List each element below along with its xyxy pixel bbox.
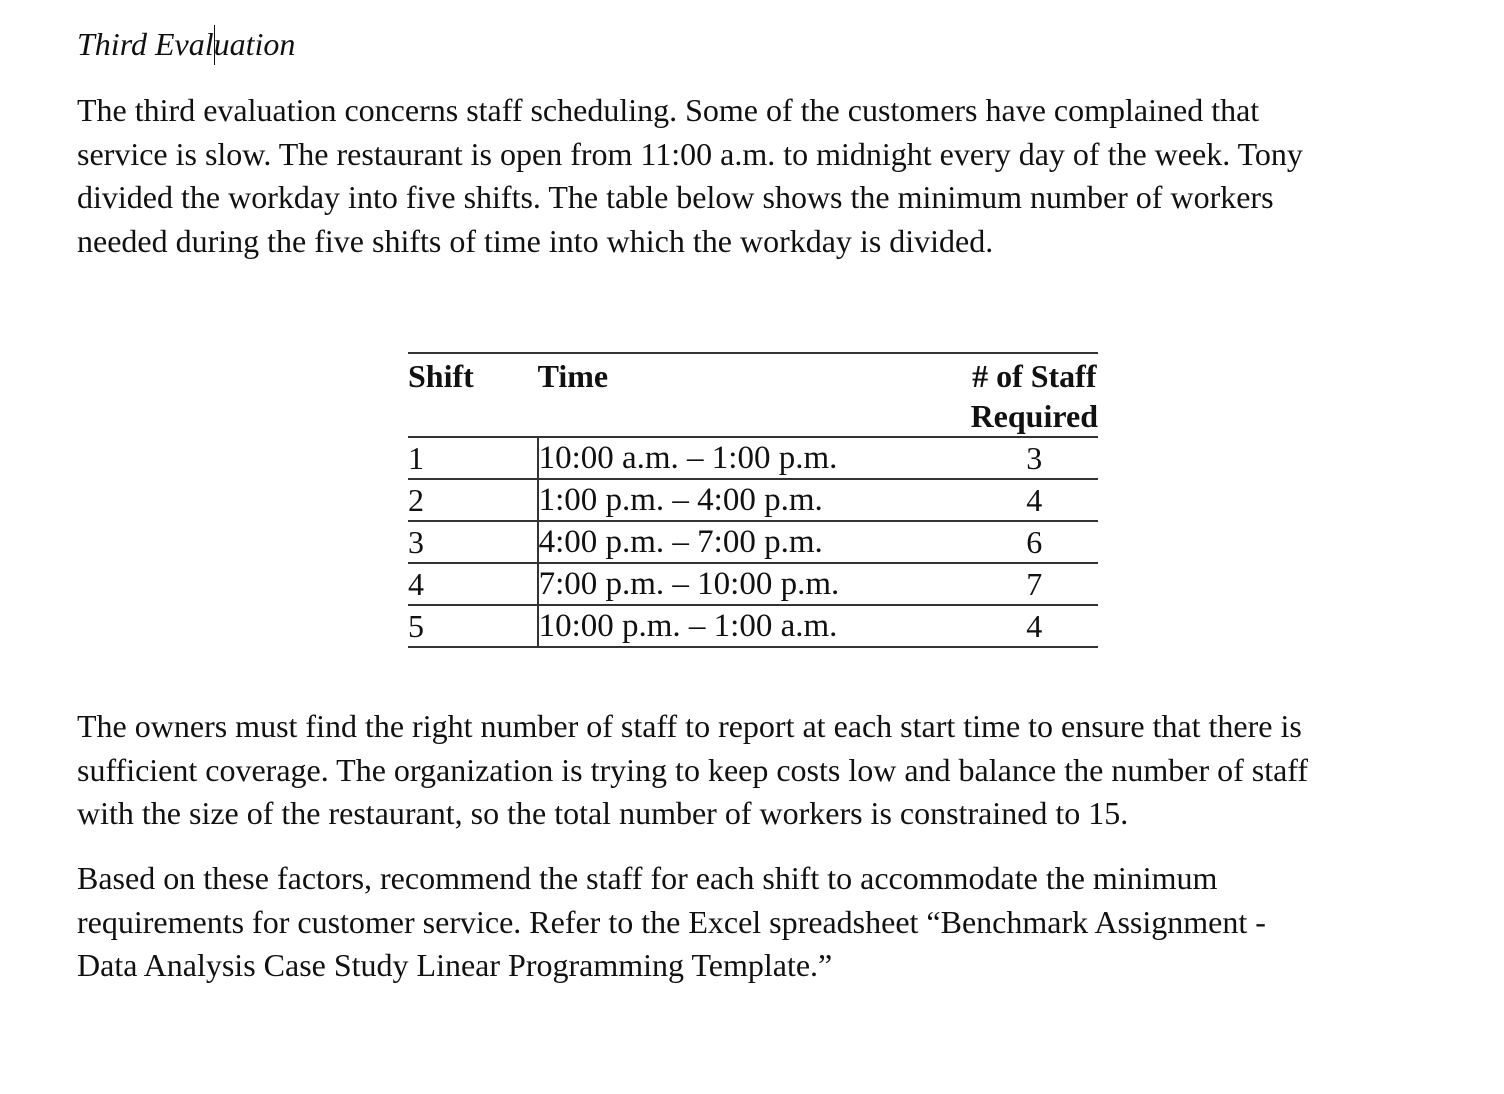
cell-staff: 4 bbox=[971, 605, 1098, 647]
paragraph-line: The owners must find the right number of staff to report at each start time to ensure that there is bbox=[77, 708, 1302, 744]
header-staff-required bbox=[971, 353, 1098, 437]
cell-shift: 5 bbox=[408, 605, 538, 647]
header-staff-line2: Required bbox=[970, 398, 1098, 434]
paragraph-line: requirements for customer service. Refer to the Excel spreadsheet “Benchmark Assignment - bbox=[77, 903, 1266, 940]
paragraph-line: Data Analysis Case Study Linear Programming Template.” bbox=[77, 947, 833, 983]
cell-shift: 4 bbox=[408, 563, 538, 605]
cell-staff: 7 bbox=[971, 563, 1098, 605]
paragraph-line: with the size of the restaurant, so the total number of workers is constrained to 15. bbox=[77, 795, 1129, 831]
header-time: Time bbox=[538, 353, 971, 437]
table-row bbox=[408, 479, 1098, 521]
cell-time: 10:00 p.m. – 1:00 a.m. bbox=[538, 605, 971, 647]
cell-shift: 1 bbox=[408, 437, 538, 479]
cell-shift: 3 bbox=[408, 521, 538, 563]
recommendation-paragraph bbox=[77, 857, 1427, 988]
paragraph-line: divided the workday into five shifts. The table below shows the minimum number of workers bbox=[77, 179, 1274, 215]
cell-time: 10:00 a.m. – 1:00 p.m. bbox=[538, 437, 971, 479]
cell-staff: 4 bbox=[971, 479, 1098, 521]
section-heading bbox=[77, 24, 295, 65]
paragraph-line: The third evaluation concerns staff scheduling. Some of the customers have complained that bbox=[77, 92, 1260, 128]
table-header-row bbox=[408, 353, 1098, 437]
cell-staff: 6 bbox=[971, 521, 1098, 563]
paragraph-line: service is slow. The restaurant is open from 11:00 a.m. to midnight every day of the week. Tony bbox=[77, 135, 1303, 172]
intro-paragraph bbox=[77, 89, 1427, 263]
shift-table bbox=[408, 352, 1098, 648]
cell-time: 4:00 p.m. – 7:00 p.m. bbox=[538, 521, 971, 563]
paragraph-line: needed during the five shifts of time into which the workday is divided. bbox=[77, 222, 994, 259]
paragraph-line: sufficient coverage. The organization is trying to keep costs low and balance the number of staff bbox=[77, 751, 1309, 788]
heading-text-start: Third Eval bbox=[77, 26, 214, 62]
header-staff-line1: # of Staff bbox=[972, 358, 1097, 394]
cell-time: 7:00 p.m. – 10:00 p.m. bbox=[538, 563, 971, 605]
cell-time: 1:00 p.m. – 4:00 p.m. bbox=[538, 479, 971, 521]
paragraph-line: Based on these factors, recommend the staff for each shift to accommodate the minimum bbox=[77, 860, 1218, 896]
table-row bbox=[408, 521, 1098, 563]
table-row bbox=[408, 605, 1098, 647]
cell-staff: 3 bbox=[971, 437, 1098, 479]
cell-shift: 2 bbox=[408, 479, 538, 521]
table-row bbox=[408, 563, 1098, 605]
constraint-paragraph bbox=[77, 705, 1427, 836]
table-row bbox=[408, 437, 1098, 479]
header-shift: Shift bbox=[408, 353, 538, 437]
heading-text-end: uation bbox=[213, 26, 296, 62]
